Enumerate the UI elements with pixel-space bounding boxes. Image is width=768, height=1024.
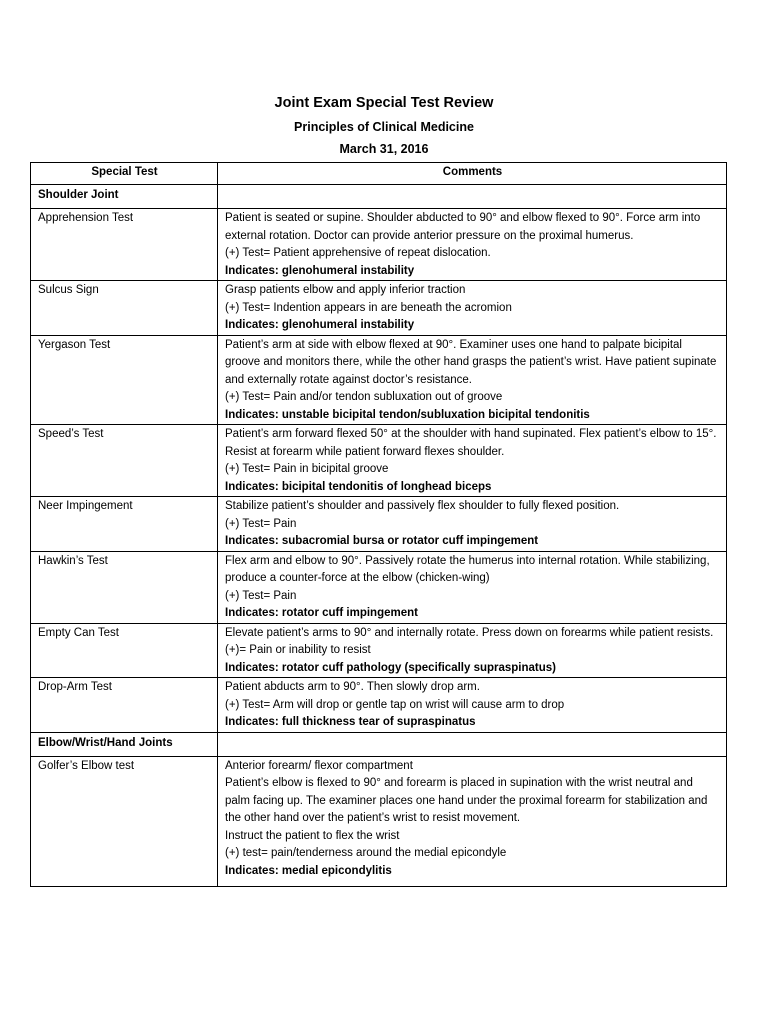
comment-line: (+) Test= Indention appears in are beneath the acromion — [225, 301, 512, 314]
table-row — [31, 497, 727, 552]
section-empty-cell — [218, 732, 727, 756]
comment-line: Patient’s arm forward flexed 50° at the shoulder with hand supinated. Flex patient’s elbow to 15°. Resist at forearm while patient forward flexes shoulder. — [225, 428, 717, 458]
comment-line: Patient’s arm at side with elbow flexed at 90°. Examiner uses one hand to palpate bicipital groove and monitors there, while the other hand grasps the patient’s wrist. Have patient supinate and externally rotate against doctor’s resistance. — [225, 338, 717, 386]
comment-line: (+) Test= Patient apprehensive of repeat dislocation. — [225, 247, 491, 259]
test-comments — [218, 209, 727, 281]
document-subtitle: Principles of Clinical Medicine — [294, 120, 474, 134]
table-row — [31, 425, 727, 497]
test-comments — [218, 623, 727, 678]
table-row — [31, 209, 727, 281]
special-tests-table — [30, 162, 727, 887]
comment-line: Stabilize patient’s shoulder and passively flex shoulder to fully flexed position. — [225, 500, 620, 512]
indicates-line: Indicates: glenohumeral instability — [225, 264, 415, 277]
test-name: Apprehension Test — [31, 209, 218, 281]
indicates-line: Indicates: glenohumeral instability — [225, 319, 415, 331]
comment-line: (+) Test= Pain and/or tendon subluxation out of groove — [225, 391, 503, 403]
indicates-line: Indicates: unstable bicipital tendon/subluxation bicipital tendonitis — [225, 408, 590, 421]
test-comments — [218, 281, 727, 336]
test-name: Drop-Arm Test — [31, 678, 218, 733]
comment-line: (+) test= pain/tenderness around the medial epicondyle — [225, 847, 507, 859]
indicates-line: Indicates: full thickness tear of supraspinatus — [225, 716, 476, 728]
comment-line: Instruct the patient to flex the wrist — [225, 829, 400, 842]
comment-line: (+) Test= Pain — [225, 589, 297, 602]
comment-line: (+) Test= Arm will drop or gentle tap on wrist will cause arm to drop — [225, 698, 565, 711]
comment-line: Patient’s elbow is flexed to 90° and forearm is placed in supination with the wrist neutral and palm facing up. The examiner places one hand under the proximal forearm for stabilization and the other hand over the patient’s wrist to resist movement. — [225, 777, 708, 824]
table-row — [31, 335, 727, 425]
comment-line: Patient abducts arm to 90°. Then slowly drop arm. — [225, 681, 480, 693]
indicates-line: Indicates: medial epicondylitis — [225, 864, 392, 877]
test-name: Golfer’s Elbow test — [31, 756, 218, 886]
section-empty-cell — [218, 185, 727, 209]
comment-line: (+) Test= Pain — [225, 517, 297, 530]
comment-line: Flex arm and elbow to 90°. Passively rotate the humerus into internal rotation. While stabilizing, produce a counter-force at the elbow (chicken-wing) — [225, 554, 710, 584]
section-row — [31, 732, 727, 756]
document-title: Joint Exam Special Test Review — [274, 95, 494, 111]
test-name: Speed’s Test — [31, 425, 218, 497]
comment-line: Grasp patients elbow and apply inferior traction — [225, 284, 466, 296]
indicates-line: Indicates: rotator cuff impingement — [225, 607, 418, 619]
document-date: March 31, 2016 — [339, 142, 429, 156]
test-comments — [218, 678, 727, 733]
test-name: Empty Can Test — [31, 623, 218, 678]
section-title: Elbow/Wrist/Hand Joints — [31, 732, 218, 756]
table-header-row — [31, 163, 727, 185]
comment-line: Anterior forearm/ flexor compartment — [225, 759, 413, 772]
table-row — [31, 756, 727, 886]
indicates-line: Indicates: bicipital tendonitis of longhead biceps — [225, 480, 492, 493]
test-name: Hawkin’s Test — [31, 551, 218, 623]
table-row — [31, 623, 727, 678]
table-row — [31, 678, 727, 733]
comment-line: Elevate patient’s arms to 90° and internally rotate. Press down on forearms while patient resists. — [225, 626, 714, 639]
indicates-line: Indicates: rotator cuff pathology (specifically supraspinatus) — [225, 661, 557, 674]
header-comments: Comments — [218, 163, 727, 185]
header-special-test: Special Test — [31, 163, 218, 185]
test-comments — [218, 756, 727, 886]
test-comments — [218, 551, 727, 623]
section-row — [31, 185, 727, 209]
test-comments — [218, 497, 727, 552]
table-row — [31, 281, 727, 336]
test-name: Yergason Test — [31, 335, 218, 425]
test-comments — [218, 335, 727, 425]
test-name: Neer Impingement — [31, 497, 218, 552]
comment-line: (+) Test= Pain in bicipital groove — [225, 463, 389, 475]
section-title: Shoulder Joint — [31, 185, 218, 209]
indicates-line: Indicates: subacromial bursa or rotator cuff impingement — [225, 535, 539, 547]
comment-line: Patient is seated or supine. Shoulder abducted to 90° and elbow flexed to 90°. Force arm into external rotation. Doctor can provide anterior pressure on the proximal humerus. — [225, 212, 701, 242]
table-body — [31, 185, 727, 887]
table-row — [31, 551, 727, 623]
comment-line: (+)= Pain or inability to resist — [225, 644, 371, 656]
test-name: Sulcus Sign — [31, 281, 218, 336]
test-comments — [218, 425, 727, 497]
